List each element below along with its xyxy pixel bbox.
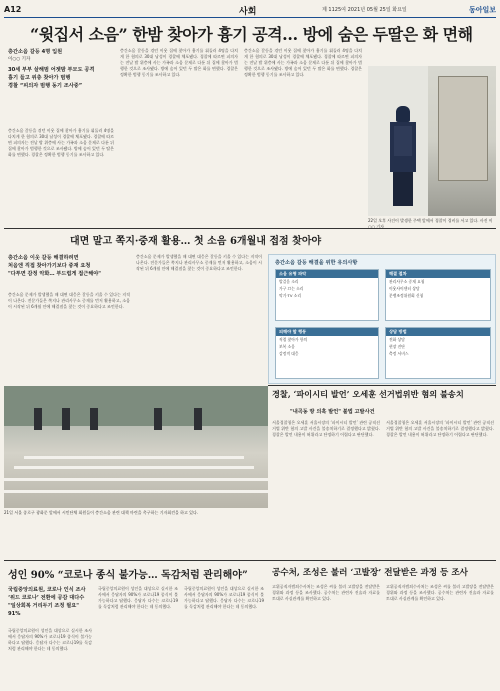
guide-title: 층간소음 갈등 해결을 위한 유의사항	[275, 260, 358, 266]
guide-box-2-row: 이웃사이센터 상담	[389, 286, 420, 291]
story1-body-col3: 층간소음 갈등을 겪던 이웃 집에 찾아가 흉기를 휘둘러 4명을 다치게 한 혐의로 30대 남성이 경찰에 체포됐다. 경찰에 따르면 피의자는 전날 밤 위층에 사는 가족과 소음 문제로 다툰 뒤 집에 찾아가 범행한 것으로 조사됐다. 방에 숨어 있던 두 딸은 화를 면했다. 경찰은 정확한 범행 동기를 조사하고 있다.	[244, 48, 362, 77]
story4-body-col3: 국립중앙의료원이 성인을 대상으로 실시한 조사에서 응답자의 90%가 코로나19 종식이 불가능하다고 답했다. 응답자 다수는 코로나19를 독감처럼 관리해야 한다는 데 동의했다.	[184, 586, 264, 609]
story1-headline: “윗집서 소음” 한밤 찾아가 흉기 공격… 방에 숨은 두딸은 화 면해	[30, 25, 473, 44]
issue-meta: 제 1125여 2021년 05월 25일 화요일	[322, 7, 407, 13]
story3-body-col1: 서울경찰청은 오세훈 서울시장의 ‘파이시티 발언’ 관련 공직선거법 위반 혐의 고발 사건을 불송치하기로 결정했다고 밝혔다. 경찰은 발언 내용이 허위라고 단정하기 어렵다고 판단했다.	[272, 420, 380, 437]
story1-subhead-3: 흉기 들고 위층 찾아가 범행	[8, 75, 71, 81]
story1-byline: 이○○ 기자	[8, 57, 31, 62]
noise-guide-infobox	[268, 254, 496, 384]
story2-subhead-2: 처음엔 직접 찾아가기보다 중재 요청	[8, 263, 91, 269]
door-shape	[438, 76, 488, 181]
guide-box-2-row: 분쟁조정위원회 신청	[389, 293, 424, 298]
guide-box-4	[385, 327, 491, 379]
story1-subhead-2: 30세 부부 살해범 어젯밤 부모도 공격	[8, 67, 95, 73]
guide-box-4-row: 전화 상담	[389, 337, 405, 342]
story2-headline: 대면 말고 쪽지·중재 활용… 첫 소음 6개월내 접점 찾아야	[70, 236, 322, 247]
guide-box-3-row: 감정적 대응	[279, 351, 299, 356]
story1-photo	[368, 66, 496, 216]
story4-headline: 성인 90% “코로나 종식 불가능… 독감처럼 관리해야”	[8, 570, 248, 581]
story1-subhead-4: 경찰 “피의자 범행 동기 조사중”	[8, 83, 83, 89]
story1-photo-caption: 22일 오후 사건이 발생한 주택 앞에서 경찰이 경비를 서고 있다. 사진 이○○ 기자	[368, 218, 493, 229]
story2-body-col2: 층간소음 문제가 발생했을 때 대면 대응은 갈등을 키울 수 있다는 지적이 나온다. 전문가들은 쪽지나 관리사무소 중재를 먼저 활용하고, 소음이 시작된 뒤 6개월 안에 해결점을 찾는 것이 중요하다고 조언한다.	[136, 254, 262, 271]
story5-body-col2: 고위공직자범죄수사처는 조성은 씨를 불러 고발장을 전달받은 경위와 과정 등을 조사했다. 공수처는 관련자 진술과 자료를 토대로 사실관계를 확인하고 있다.	[386, 584, 494, 601]
story4-body-col2: 국립중앙의료원이 성인을 대상으로 실시한 조사에서 응답자의 90%가 코로나19 종식이 불가능하다고 답했다. 응답자 다수는 코로나19를 독감처럼 관리해야 한다는 데 동의했다.	[98, 586, 178, 609]
guide-box-3-row: 직접 찾아가 항의	[279, 337, 308, 342]
story2-body-col1: 층간소음 문제가 발생했을 때 대면 대응은 갈등을 키울 수 있다는 지적이 나온다. 전문가들은 쪽지나 관리사무소 중재를 먼저 활용하고, 소음이 시작된 뒤 6개월 안에 해결점을 찾는 것이 중요하다고 조언한다.	[8, 292, 130, 309]
story2-subhead-1: 층간소음 이웃 갈등 해결하려면	[8, 255, 79, 261]
section-divider-2	[4, 560, 496, 561]
story5-headline: 공수처, 조성은 불러 ‘고발장’ 전달받은 과정 등 조사	[272, 568, 468, 578]
guide-box-2-row: 관리사무소 중재 요청	[389, 279, 425, 284]
section-name: 사회	[239, 7, 257, 17]
guide-box-1-row: 가구 끄는 소리	[279, 286, 304, 291]
guide-box-1-title: 소음 유형 파악	[276, 270, 378, 278]
story1-body-col1: 층간소음 갈등을 겪던 이웃 집에 찾아가 흉기를 휘둘러 4명을 다치게 한 혐의로 30대 남성이 경찰에 체포됐다. 경찰에 따르면 피의자는 전날 밤 위층에 사는 가족과 소음 문제로 다툰 뒤 집에 찾아가 범행한 것으로 조사됐다. 방에 숨어 있던 두 딸은 화를 면했다. 경찰은 정확한 범행 동기를 조사하고 있다.	[8, 128, 114, 157]
guide-box-2	[385, 269, 491, 321]
story2-photo	[4, 386, 268, 508]
story1-body-col2: 층간소음 갈등을 겪던 이웃 집에 찾아가 흉기를 휘둘러 4명을 다치게 한 혐의로 30대 남성이 경찰에 체포됐다. 경찰에 따르면 피의자는 전날 밤 위층에 사는 가족과 소음 문제로 다툰 뒤 집에 찾아가 범행한 것으로 조사됐다. 방에 숨어 있던 두 딸은 화를 면했다. 경찰은 정확한 범행 동기를 조사하고 있다.	[120, 48, 238, 77]
story5-body-col1: 고위공직자범죄수사처는 조성은 씨를 불러 고발장을 전달받은 경위와 과정 등을 조사했다. 공수처는 관련자 진술과 자료를 토대로 사실관계를 확인하고 있다.	[272, 584, 380, 601]
guide-box-1	[275, 269, 379, 321]
page-number: A12	[4, 5, 22, 14]
story3-subhead: "내곡동 땅 의혹 발언" 불법 고발사건	[290, 409, 375, 415]
guide-box-4-row: 측정 서비스	[389, 351, 409, 356]
guide-box-4-row: 현장 진단	[389, 344, 405, 349]
guide-box-3-row: 보복 소음	[279, 344, 295, 349]
guide-box-3	[275, 327, 379, 379]
guide-box-3-title: 피해야 할 행동	[276, 328, 378, 336]
story2-photo-caption: 21일 서울 종로구 광화문 앞에서 시민단체 회원들이 층간소음 관련 대책 마련을 촉구하는 기자회견을 하고 있다.	[4, 510, 199, 515]
story4-body-col1: 국립중앙의료원이 성인을 대상으로 실시한 조사에서 응답자의 90%가 코로나19 종식이 불가능하다고 답했다. 응답자 다수는 코로나19를 독감처럼 관리해야 한다는 데 동의했다.	[8, 628, 92, 651]
guide-box-1-row: 악기·TV 소리	[279, 293, 302, 298]
story4-subhead-2: ‘위드 코로나’ 전환에 공감 대다수	[8, 595, 85, 601]
story4-subheads	[8, 586, 92, 618]
story1-subhead-1: 층간소음 갈등 4명 입원	[8, 49, 63, 55]
story2-subheads	[8, 254, 130, 278]
story3-headline: 경찰, ‘파이시티 발언’ 오세훈 선거법위반 혐의 불송치	[272, 389, 464, 399]
guide-box-2-title: 해결 절차	[386, 270, 490, 278]
story1-subheads	[8, 48, 114, 90]
divider-story3	[268, 385, 496, 386]
story4-subhead-3: "일상회복 거리두기 조정 필요" 91%	[8, 603, 79, 617]
guide-box-4-title: 상담 방법	[386, 328, 490, 336]
newspaper-brand: 동아일보	[468, 5, 496, 14]
page-header	[4, 2, 496, 18]
story2-subhead-3: "다투면 감정 악화… 부드럽게 접근해야"	[8, 271, 101, 277]
police-officer-figure	[388, 106, 418, 206]
story4-subhead-1: 국립중앙의료원, 코로나 인식 조사	[8, 587, 86, 593]
section-divider-1	[4, 228, 496, 229]
story3-body-col2: 서울경찰청은 오세훈 서울시장의 ‘파이시티 발언’ 관련 공직선거법 위반 혐의 고발 사건을 불송치하기로 결정했다고 밝혔다. 경찰은 발언 내용이 허위라고 단정하기 어렵다고 판단했다.	[386, 420, 494, 437]
guide-box-1-row: 발걸음 소리	[279, 279, 299, 284]
